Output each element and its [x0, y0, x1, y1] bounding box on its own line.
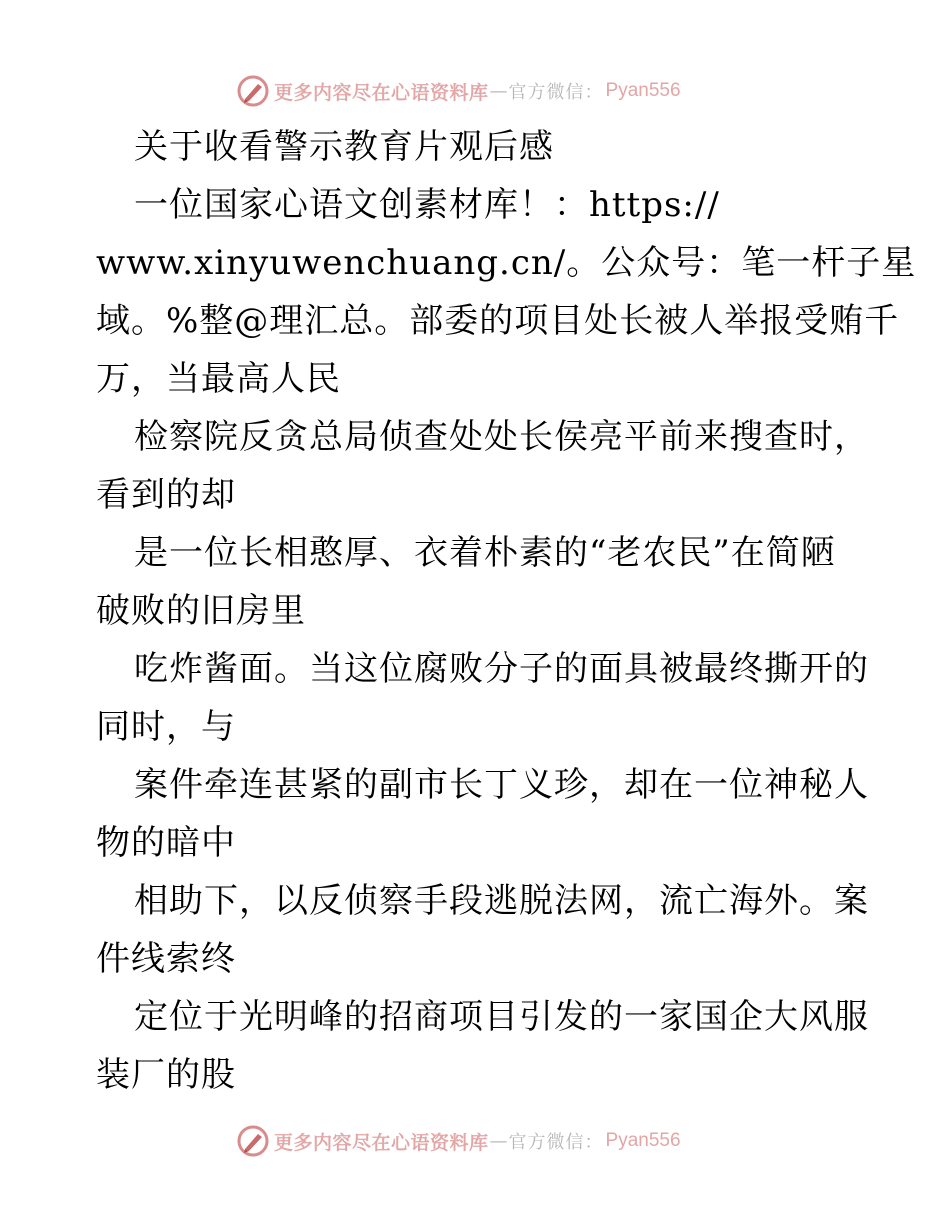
- paragraph-line: 域。%整@理汇总。部委的项目处长被人举报受贿千: [96, 301, 900, 341]
- watermark-wechat-id: Pyan556: [605, 1130, 681, 1151]
- watermark-wechat-label: 官方微信：: [508, 1132, 604, 1153]
- paragraph-line: www.xinyuwenchuang.cn/。公众号：笔一杆子星: [96, 243, 917, 283]
- paragraph-line: 件线索终: [96, 939, 236, 979]
- watermark-wechat-label: 官方微信：: [508, 82, 604, 103]
- paragraph-line: 装厂的股: [96, 1055, 236, 1095]
- paragraph-line: 相助下，以反侦察手段逃脱法网，流亡海外。案: [134, 881, 869, 921]
- paragraph-line: 检察院反贪总局侦查处处长侯亮平前来搜查时，: [134, 417, 869, 457]
- paragraph-line: 定位于光明峰的招商项目引发的一家国企大风服: [134, 997, 869, 1037]
- paragraph-line-text: 一位国家心语文创素材库！：https://: [134, 185, 720, 225]
- paragraph-line: 破败的旧房里: [96, 591, 306, 631]
- paragraph-line: 万，当最高人民: [96, 359, 341, 399]
- paragraph-line: 物的暗中: [96, 823, 236, 863]
- watermark-wechat-id: Pyan556: [605, 80, 681, 101]
- header-watermark: [236, 74, 681, 108]
- paragraph-line: 吃炸酱面。当这位腐败分子的面具被最终撕开的: [134, 649, 869, 689]
- watermark-separator: —: [489, 1130, 508, 1152]
- pen-logo-icon: [236, 74, 270, 108]
- pen-logo-icon: [236, 1124, 270, 1158]
- watermark-separator: —: [489, 80, 508, 102]
- paragraph-line: [134, 176, 720, 234]
- document-title: 关于收看警示教育片观后感: [134, 127, 554, 167]
- watermark-title: 更多内容尽在心语资料库: [274, 1131, 489, 1154]
- paragraph-line: 案件牵连甚紧的副市长丁义珍，却在一位神秘人: [134, 765, 869, 805]
- paragraph-line: 同时，与: [96, 707, 236, 747]
- paragraph-line: 是一位长相憨厚、衣着朴素的“老农民”在简陋: [134, 533, 836, 573]
- footer-watermark: [236, 1124, 681, 1158]
- paragraph-line: 看到的却: [96, 475, 236, 515]
- watermark-title: 更多内容尽在心语资料库: [274, 81, 489, 104]
